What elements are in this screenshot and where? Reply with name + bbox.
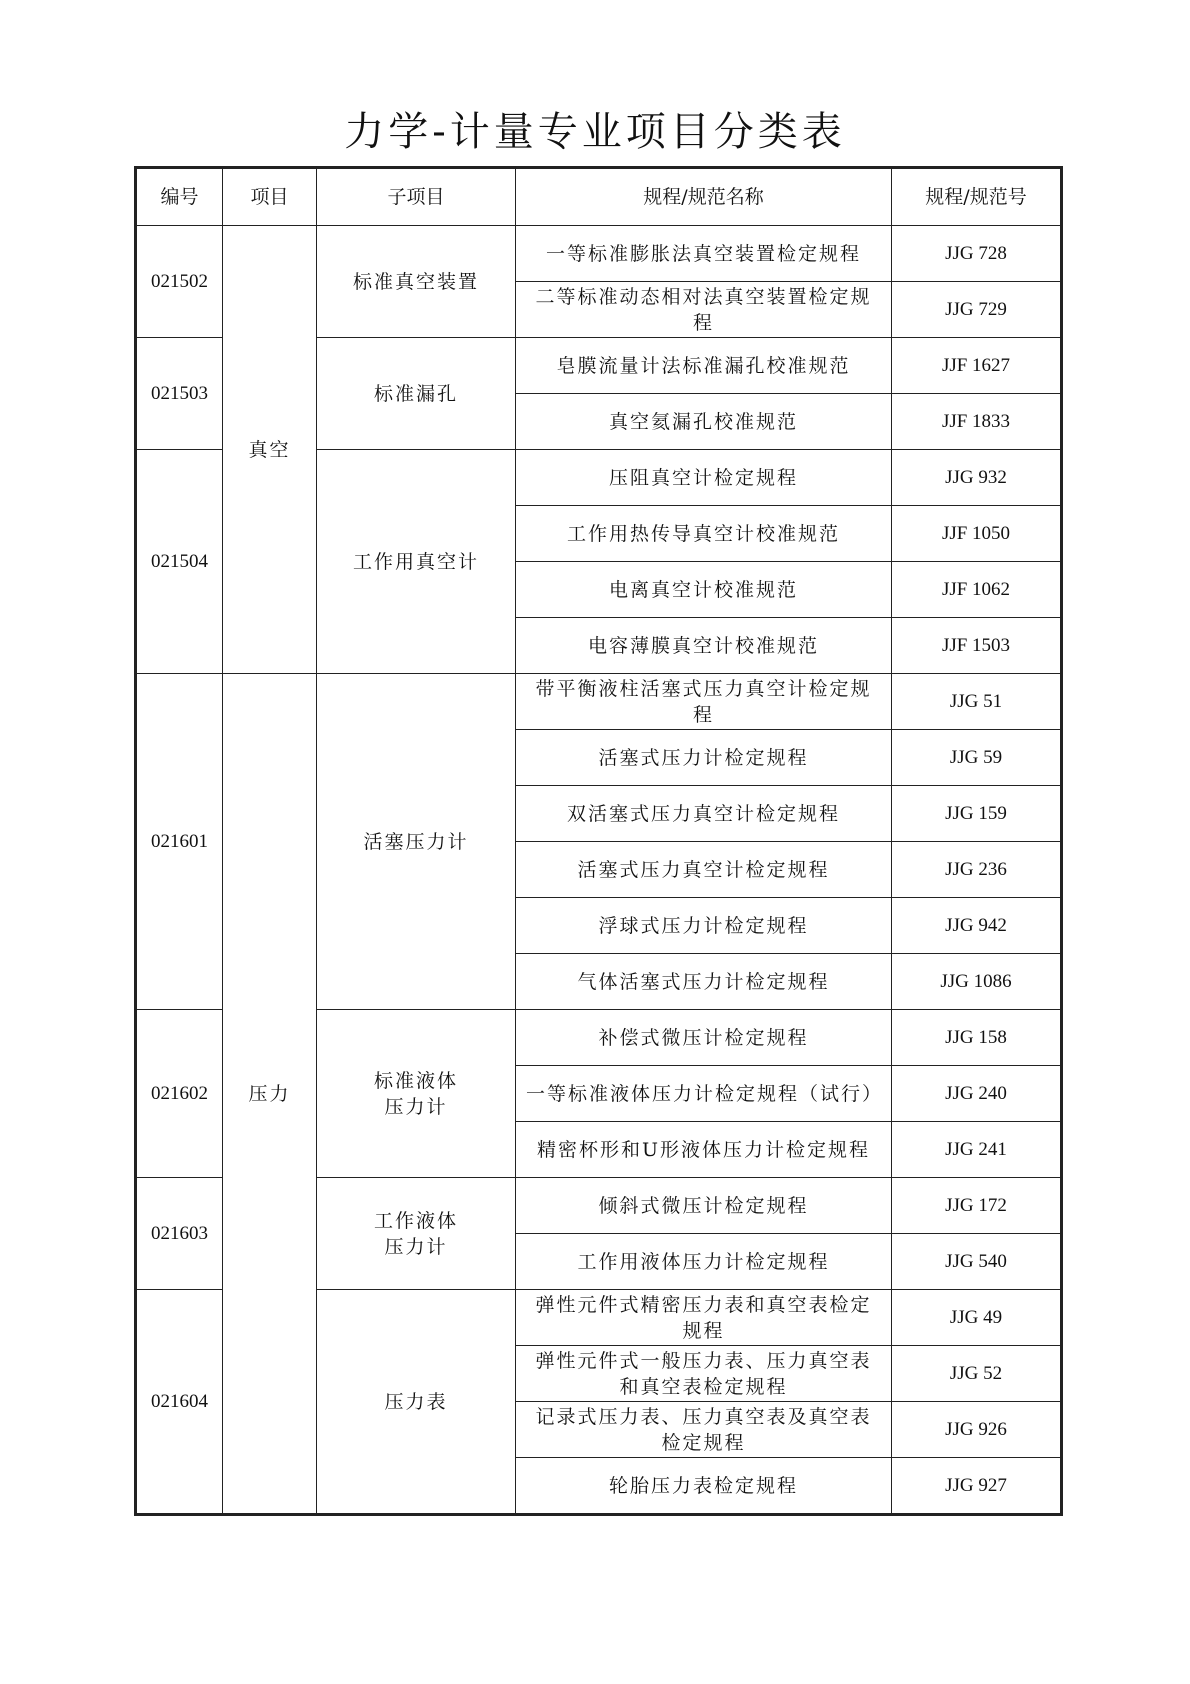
subitem-cell <box>317 1178 516 1290</box>
spec-number-cell: JJG 932 <box>892 450 1061 506</box>
spec-number-cell: JJF 1050 <box>892 506 1061 562</box>
item-cell-pressure: 压力 <box>223 674 317 1514</box>
spec-number-cell: JJG 52 <box>892 1346 1061 1402</box>
spec-number-cell: JJG 927 <box>892 1458 1061 1514</box>
code-cell: 021603 <box>137 1178 223 1290</box>
code-cell: 021503 <box>137 338 223 450</box>
spec-name-cell: 真空氦漏孔校准规范 <box>516 394 892 450</box>
spec-name-cell: 浮球式压力计检定规程 <box>516 898 892 954</box>
subitem-cell: 压力表 <box>317 1290 516 1514</box>
spec-number-cell: JJF 1627 <box>892 338 1061 394</box>
header-item: 项目 <box>223 169 317 226</box>
spec-name-cell: 倾斜式微压计检定规程 <box>516 1178 892 1234</box>
spec-number-cell: JJF 1062 <box>892 562 1061 618</box>
spec-name-cell: 带平衡液柱活塞式压力真空计检定规程 <box>516 674 892 730</box>
spec-number-cell: JJG 240 <box>892 1066 1061 1122</box>
spec-number-cell: JJG 942 <box>892 898 1061 954</box>
spec-name-cell: 记录式压力表、压力真空表及真空表检定规程 <box>516 1402 892 1458</box>
spec-name-cell: 活塞式压力真空计检定规程 <box>516 842 892 898</box>
item-cell-vacuum: 真空 <box>223 226 317 674</box>
spec-number-cell: JJG 172 <box>892 1178 1061 1234</box>
spec-number-cell: JJG 729 <box>892 282 1061 338</box>
spec-number-cell: JJG 241 <box>892 1122 1061 1178</box>
code-cell: 021604 <box>137 1290 223 1514</box>
table-row <box>137 674 1061 730</box>
subitem-label: 工作液体压力计 <box>373 1209 458 1258</box>
spec-name-cell: 弹性元件式一般压力表、压力真空表和真空表检定规程 <box>516 1346 892 1402</box>
header-number: 规程/规范号 <box>892 169 1061 226</box>
spec-number-cell: JJG 59 <box>892 730 1061 786</box>
spec-name-cell: 活塞式压力计检定规程 <box>516 730 892 786</box>
spec-number-cell: JJF 1503 <box>892 618 1061 674</box>
spec-number-cell: JJG 159 <box>892 786 1061 842</box>
spec-name-cell: 电容薄膜真空计校准规范 <box>516 618 892 674</box>
spec-number-cell: JJG 926 <box>892 1402 1061 1458</box>
subitem-cell <box>317 1010 516 1178</box>
spec-name-cell: 双活塞式压力真空计检定规程 <box>516 786 892 842</box>
subitem-cell: 标准真空装置 <box>317 226 516 338</box>
header-code: 编号 <box>137 169 223 226</box>
spec-name-cell: 工作用液体压力计检定规程 <box>516 1234 892 1290</box>
header-name: 规程/规范名称 <box>516 169 892 226</box>
spec-name-cell: 压阻真空计检定规程 <box>516 450 892 506</box>
subitem-cell: 标准漏孔 <box>317 338 516 450</box>
spec-name-cell: 轮胎压力表检定规程 <box>516 1458 892 1514</box>
spec-number-cell: JJG 540 <box>892 1234 1061 1290</box>
table-row <box>137 226 1061 282</box>
spec-number-cell: JJF 1833 <box>892 394 1061 450</box>
spec-name-cell: 补偿式微压计检定规程 <box>516 1010 892 1066</box>
spec-name-cell: 弹性元件式精密压力表和真空表检定规程 <box>516 1290 892 1346</box>
subitem-label: 标准液体压力计 <box>373 1069 458 1118</box>
code-cell: 021601 <box>137 674 223 1010</box>
spec-number-cell: JJG 49 <box>892 1290 1061 1346</box>
spec-name-cell: 一等标准液体压力计检定规程（试行） <box>516 1066 892 1122</box>
spec-number-cell: JJG 728 <box>892 226 1061 282</box>
spec-number-cell: JJG 158 <box>892 1010 1061 1066</box>
spec-name-cell: 精密杯形和U形液体压力计检定规程 <box>516 1122 892 1178</box>
page-title: 力学-计量专业项目分类表 <box>344 109 846 155</box>
subitem-cell: 活塞压力计 <box>317 674 516 1010</box>
spec-name-cell: 一等标准膨胀法真空装置检定规程 <box>516 226 892 282</box>
spec-number-cell: JJG 1086 <box>892 954 1061 1010</box>
spec-name-cell: 二等标准动态相对法真空装置检定规程 <box>516 282 892 338</box>
code-cell: 021504 <box>137 450 223 674</box>
code-cell: 021502 <box>137 226 223 338</box>
header-subitem: 子项目 <box>317 169 516 226</box>
spec-name-cell: 电离真空计校准规范 <box>516 562 892 618</box>
spec-number-cell: JJG 236 <box>892 842 1061 898</box>
header-row <box>137 169 1061 226</box>
spec-name-cell: 气体活塞式压力计检定规程 <box>516 954 892 1010</box>
spec-name-cell: 皂膜流量计法标准漏孔校准规范 <box>516 338 892 394</box>
classification-table <box>136 168 1061 1514</box>
subitem-cell: 工作用真空计 <box>317 450 516 674</box>
spec-name-cell: 工作用热传导真空计校准规范 <box>516 506 892 562</box>
code-cell: 021602 <box>137 1010 223 1178</box>
spec-number-cell: JJG 51 <box>892 674 1061 730</box>
